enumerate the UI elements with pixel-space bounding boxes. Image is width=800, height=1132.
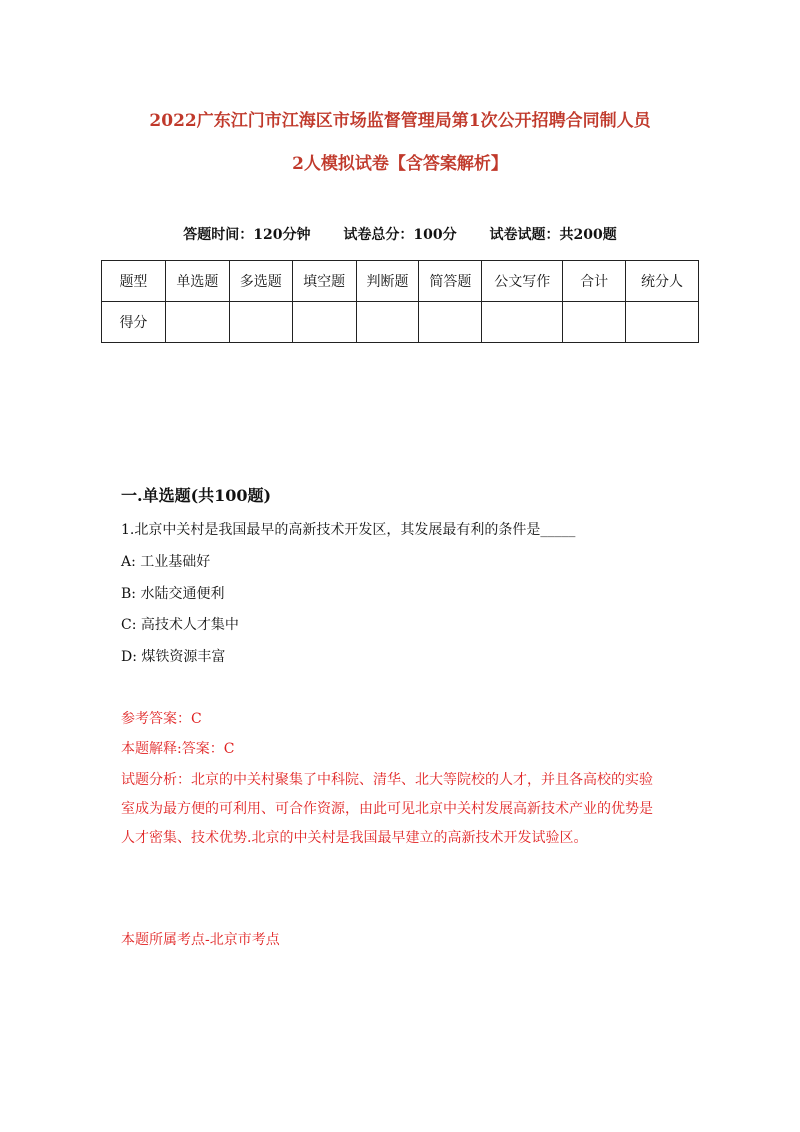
- table-header-cell: 题型: [102, 261, 166, 302]
- table-header-cell: 合计: [563, 261, 626, 302]
- table-header-cell: 公文写作: [482, 261, 563, 302]
- document-title-line2: 2人模拟试卷【含答案解析】: [292, 154, 508, 174]
- score-table-score-row: [102, 302, 699, 343]
- score-table-header-row: [102, 261, 699, 302]
- score-cell: [563, 302, 626, 343]
- option-c: C: 高技术人才集中: [121, 617, 239, 633]
- table-header-cell: 简答题: [419, 261, 482, 302]
- option-b: B: 水陆交通便利: [121, 586, 225, 602]
- option-a: A: 工业基础好: [121, 554, 211, 570]
- score-cell: [229, 302, 292, 343]
- score-cell: [626, 302, 699, 343]
- score-cell: [292, 302, 356, 343]
- reference-answer: 参考答案：C: [121, 711, 202, 727]
- score-cell: [482, 302, 563, 343]
- score-cell: [165, 302, 229, 343]
- table-header-cell: 统分人: [626, 261, 699, 302]
- score-cell: [356, 302, 419, 343]
- table-header-cell: 多选题: [229, 261, 292, 302]
- table-header-cell: 填空题: [292, 261, 356, 302]
- answer-explanation: 本题解释:答案：C: [121, 741, 235, 757]
- question-stem: 1.北京中关村是我国最早的高新技术开发区，其发展最有利的条件是_____: [121, 522, 576, 538]
- exam-time: 答题时间：120分钟: [183, 227, 311, 243]
- option-d: D: 煤铁资源丰富: [121, 649, 226, 665]
- exam-total-score: 试卷总分：100分: [343, 227, 457, 243]
- exam-question-count: 试卷试题：共200题: [489, 227, 617, 243]
- score-cell: [419, 302, 482, 343]
- document-title-line1: 2022广东江门市江海区市场监督管理局第1次公开招聘合同制人员: [149, 111, 651, 131]
- exam-meta: [0, 224, 800, 244]
- section-title: 一.单选题(共100题): [121, 486, 272, 505]
- score-table: [101, 260, 699, 343]
- topic-tag: 本题所属考点-北京市考点: [121, 932, 280, 948]
- table-header-cell: 单选题: [165, 261, 229, 302]
- answer-analysis: 试题分析：北京的中关村聚集了中科院、清华、北大等院校的人才，并且各高校的实验室成为最方便的可利用、可合作资源，由此可见北京中关村发展高新技术产业的优势是人才密集、技术优势.北京的中关村是我国最早建立的高新技术开发试验区。: [121, 772, 653, 846]
- table-row-label: 得分: [102, 302, 166, 343]
- table-header-cell: 判断题: [356, 261, 419, 302]
